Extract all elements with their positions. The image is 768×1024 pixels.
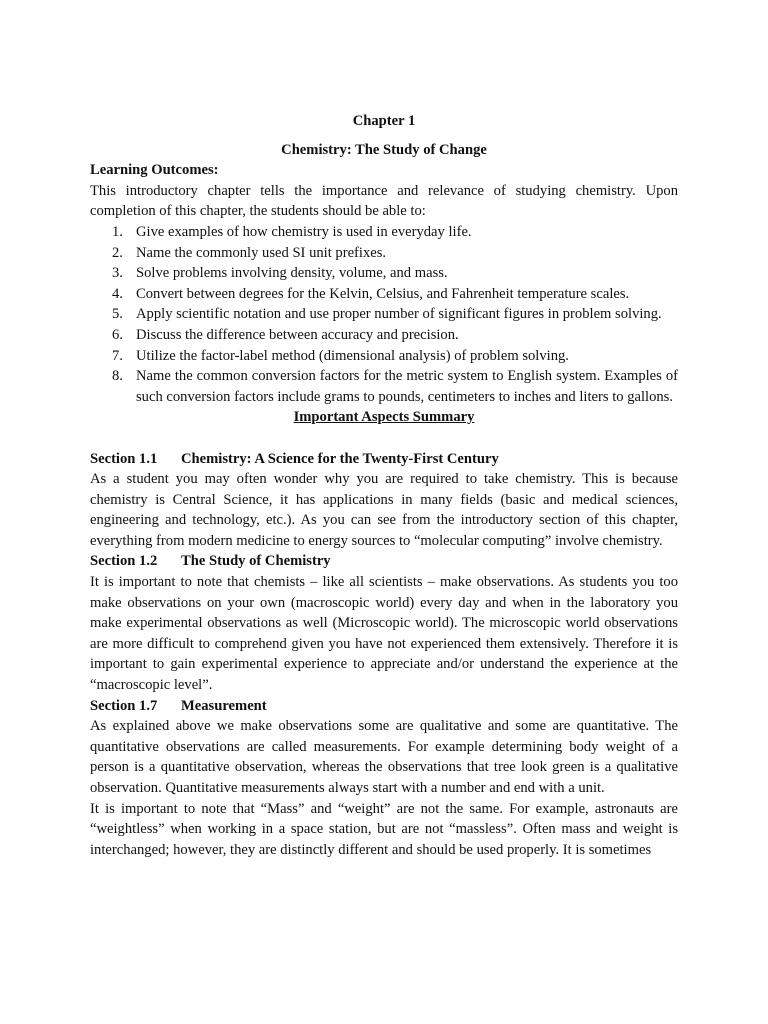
- list-item-number: 5.: [112, 306, 123, 323]
- list-item: [90, 284, 678, 305]
- learning-outcomes-intro: This introductory chapter tells the importance and relevance of studying chemistry. Upon completion of this chapter, the students should be able to:: [90, 182, 678, 220]
- chapter-title: Chemistry: The Study of Change: [281, 141, 487, 158]
- list-item-text: Convert between degrees for the Kelvin, Celsius, and Fahrenheit temperature scales.: [136, 285, 630, 302]
- list-item-text: Utilize the factor-label method (dimensional analysis) of problem solving.: [136, 347, 569, 364]
- list-item-text: Apply scientific notation and use proper number of significant figures in problem solving.: [136, 306, 662, 323]
- section-paragraph: It is important to note that chemists – like all scientists – make observations. As students you too make observations on your own (macroscopic world) every day and when in the laboratory you make experimental observations as well (Microscopic world). The microscopic world observations are more difficult to comprehend given you have not experienced them extensively. Therefore it is important to gain experimental experience to appreciate and/or understand the experience at the “macroscopic level”.: [90, 574, 678, 694]
- list-item-number: 8.: [112, 368, 123, 385]
- list-item-number: 7.: [112, 347, 123, 364]
- list-item-number: 4.: [112, 285, 123, 302]
- list-item: [90, 263, 678, 284]
- section-number: Section 1.1: [90, 450, 158, 467]
- section-title: Measurement: [181, 697, 267, 714]
- summary-heading: Important Aspects Summary: [293, 409, 475, 426]
- list-item: [90, 366, 678, 407]
- list-item-number: 2.: [112, 244, 123, 261]
- section-number: Section 1.7: [90, 697, 158, 714]
- document-page: [90, 108, 678, 860]
- section-title: The Study of Chemistry: [181, 553, 331, 570]
- section-title: Chemistry: A Science for the Twenty-First Century: [181, 450, 499, 467]
- list-item: [90, 222, 678, 243]
- list-item-number: 6.: [112, 326, 123, 343]
- section-heading: [90, 449, 678, 470]
- section-number: Section 1.2: [90, 553, 158, 570]
- section-paragraph: As a student you may often wonder why you are required to take chemistry. This is because chemistry is Central Science, it has applications in many fields (basic and medical sciences, engineering and technology, etc.). As you can see from the introductory section of this chapter, everything from modern medicine to energy sources to “molecular computing” involve chemistry.: [90, 471, 678, 549]
- section-paragraph: It is important to note that “Mass” and “weight” are not the same. For example, astronauts are “weightless” when working in a space station, but are not “massless”. Often mass and weight is interchanged; however, they are distinctly different and should be used properly. It is sometimes: [90, 800, 678, 858]
- list-item-text: Name the common conversion factors for the metric system to English system. Examples of such conversion factors include grams to pounds, centimeters to inches and liters to gallons.: [136, 368, 678, 405]
- section-heading: [90, 696, 678, 717]
- list-item-number: 1.: [112, 223, 123, 240]
- list-item: [90, 243, 678, 264]
- learning-outcomes-list: [90, 222, 678, 407]
- list-item-text: Name the commonly used SI unit prefixes.: [136, 244, 387, 261]
- section-heading: [90, 551, 678, 572]
- list-item: [90, 325, 678, 346]
- section-paragraph: As explained above we make observations some are qualitative and some are quantitative. The quantitative observations are called measurements. For example determining body weight of a person is a quantitative observation, whereas the observations that tree look green is a qualitative observation. Quantitative measurements always start with a number and end with a unit.: [90, 718, 678, 796]
- list-item: [90, 346, 678, 367]
- learning-outcomes-heading: Learning Outcomes:: [90, 162, 219, 179]
- list-item-text: Discuss the difference between accuracy and precision.: [136, 326, 459, 343]
- list-item-number: 3.: [112, 265, 123, 282]
- list-item: [90, 304, 678, 325]
- chapter-number: Chapter 1: [352, 113, 416, 129]
- list-item-text: Solve problems involving density, volume, and mass.: [136, 265, 448, 282]
- list-item-text: Give examples of how chemistry is used in everyday life.: [136, 223, 472, 240]
